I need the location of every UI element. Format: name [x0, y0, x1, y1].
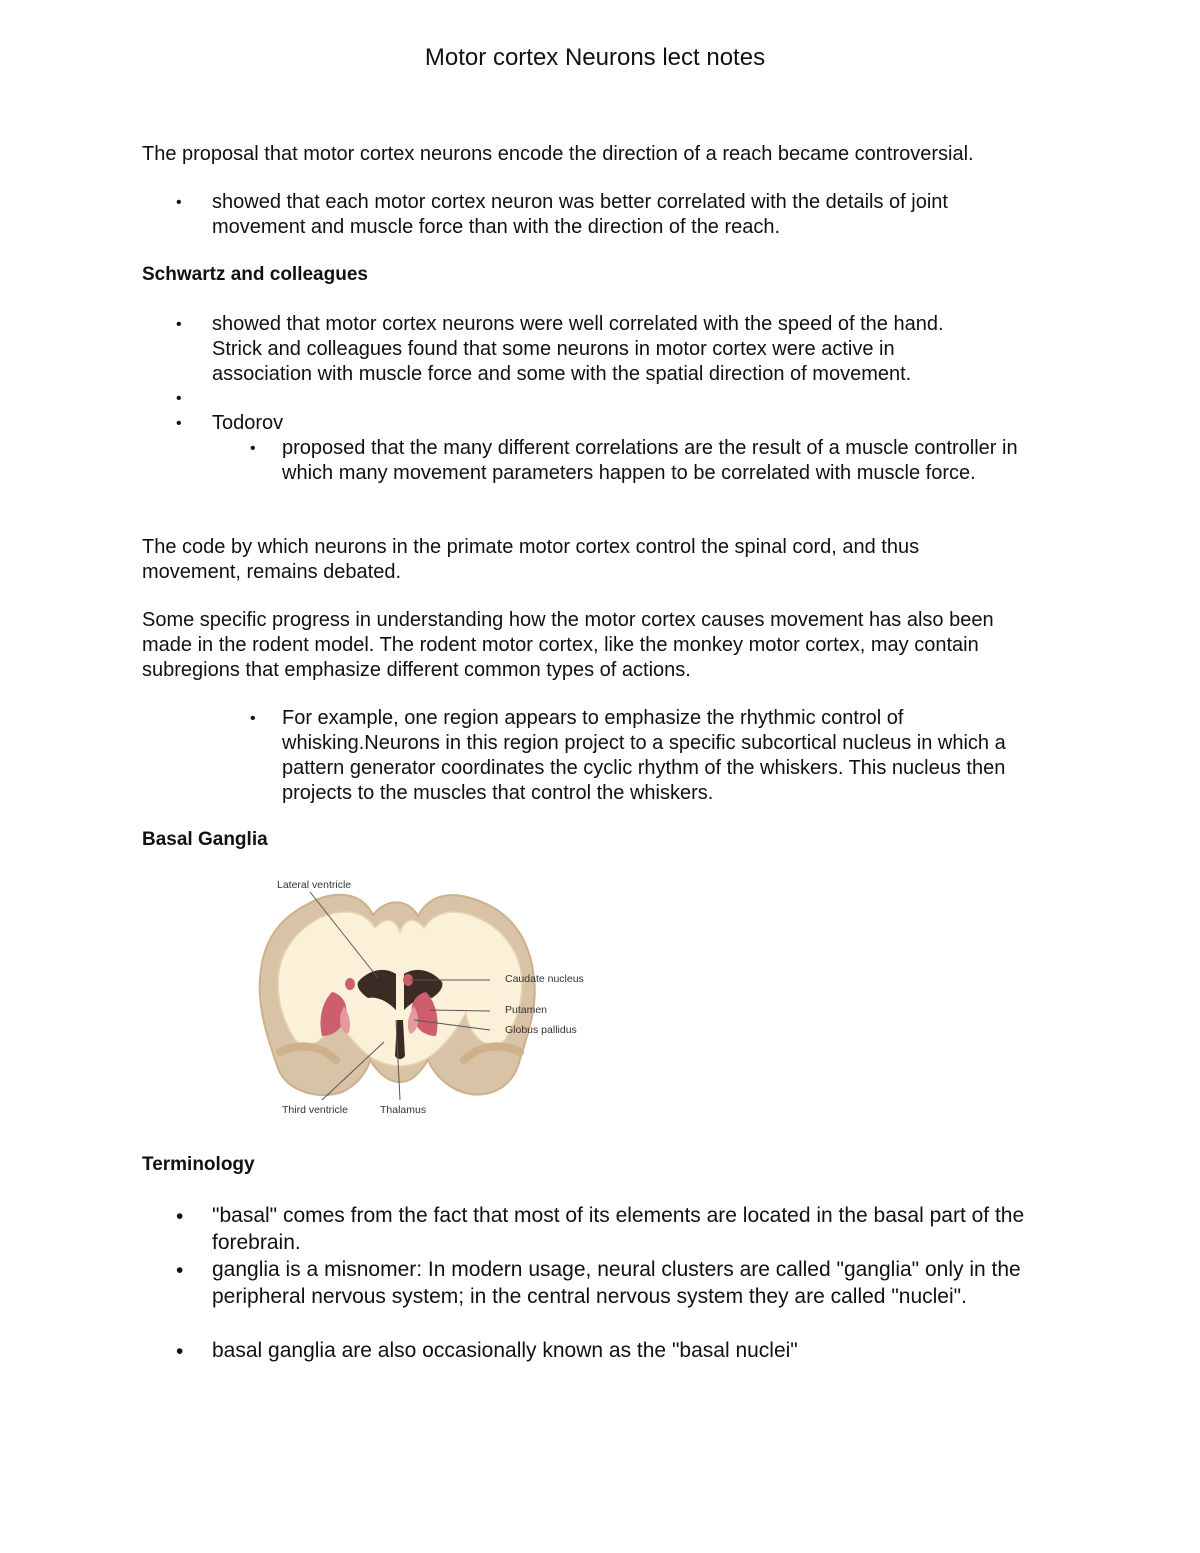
label-thalamus: Thalamus — [380, 1104, 427, 1116]
code-paragraph: The code by which neurons in the primate motor cortex control the spinal cord, and thus movement, remains debated. — [142, 536, 920, 583]
label-putamen: Putamen — [505, 1004, 548, 1016]
schwartz-bullet-strick: Strick and colleagues found that some neurons in motor cortex were active in association with muscle force and some with the spatial direction of movement. — [212, 338, 912, 385]
schwartz-heading: Schwartz and colleagues — [142, 264, 368, 285]
todorov-item: Todorov — [212, 412, 284, 434]
terminology-item: "basal" comes from the fact that most of its elements are located in the basal part of the forebrain. — [212, 1204, 1025, 1254]
terminology-heading: Terminology — [142, 1154, 255, 1175]
label-caudate-nucleus: Caudate nucleus — [505, 973, 584, 985]
todorov-sub-item: proposed that the many different correlations are the result of a muscle controller in which many movement parameters happen to be correlated with muscle force. — [282, 437, 1018, 484]
bullet-marker: • — [176, 1205, 184, 1228]
intro-paragraph: The proposal that motor cortex neurons encode the direction of a reach became controversial. — [142, 143, 974, 165]
schwartz-bullet-speed: showed that motor cortex neurons were well correlated with the speed of the hand. — [212, 313, 944, 335]
rodent-paragraph: Some specific progress in understanding how the motor cortex causes movement has also been made in the rodent model. The rodent motor cortex, like the monkey motor cortex, may contain subregions that emphasize different common types of actions. — [142, 609, 994, 681]
bullet-marker: • — [176, 1340, 184, 1363]
bullet-marker: • — [176, 1259, 184, 1282]
label-globus-pallidus: Globus pallidus — [505, 1024, 577, 1036]
bullet-marker: • — [176, 316, 182, 333]
terminology-item: basal ganglia are also occasionally known as the "basal nuclei" — [212, 1339, 798, 1362]
document-title: Motor cortex Neurons lect notes — [424, 44, 766, 71]
intro-bullet-item: showed that each motor cortex neuron was better correlated with the details of joint movement and muscle force than with the direction of the reach. — [212, 191, 948, 238]
basal-ganglia-heading: Basal Ganglia — [142, 829, 268, 850]
bullet-marker-empty: • — [176, 390, 182, 407]
sub-bullet-marker: • — [250, 440, 256, 457]
caudate-nucleus-left — [345, 978, 355, 990]
label-lateral-ventricle: Lateral ventricle — [277, 879, 352, 891]
basal-ganglia-diagram — [250, 870, 610, 1120]
bullet-marker: • — [176, 194, 182, 211]
sub-bullet-marker: • — [250, 710, 256, 727]
label-third-ventricle: Third ventricle — [282, 1104, 348, 1116]
bullet-marker: • — [176, 415, 182, 432]
rodent-example-item: For example, one region appears to emphasize the rhythmic control of whisking.Neurons in this region project to a specific subcortical nucleus in which a pattern generator coordinates the cyclic rhythm of the whiskers. This nucleus then projects to the muscles that control the whiskers. — [282, 707, 1006, 804]
terminology-item: ganglia is a misnomer: In modern usage, neural clusters are called "ganglia" only in the peripheral nervous system; in the central nervous system they are called "nuclei". — [212, 1258, 1021, 1308]
